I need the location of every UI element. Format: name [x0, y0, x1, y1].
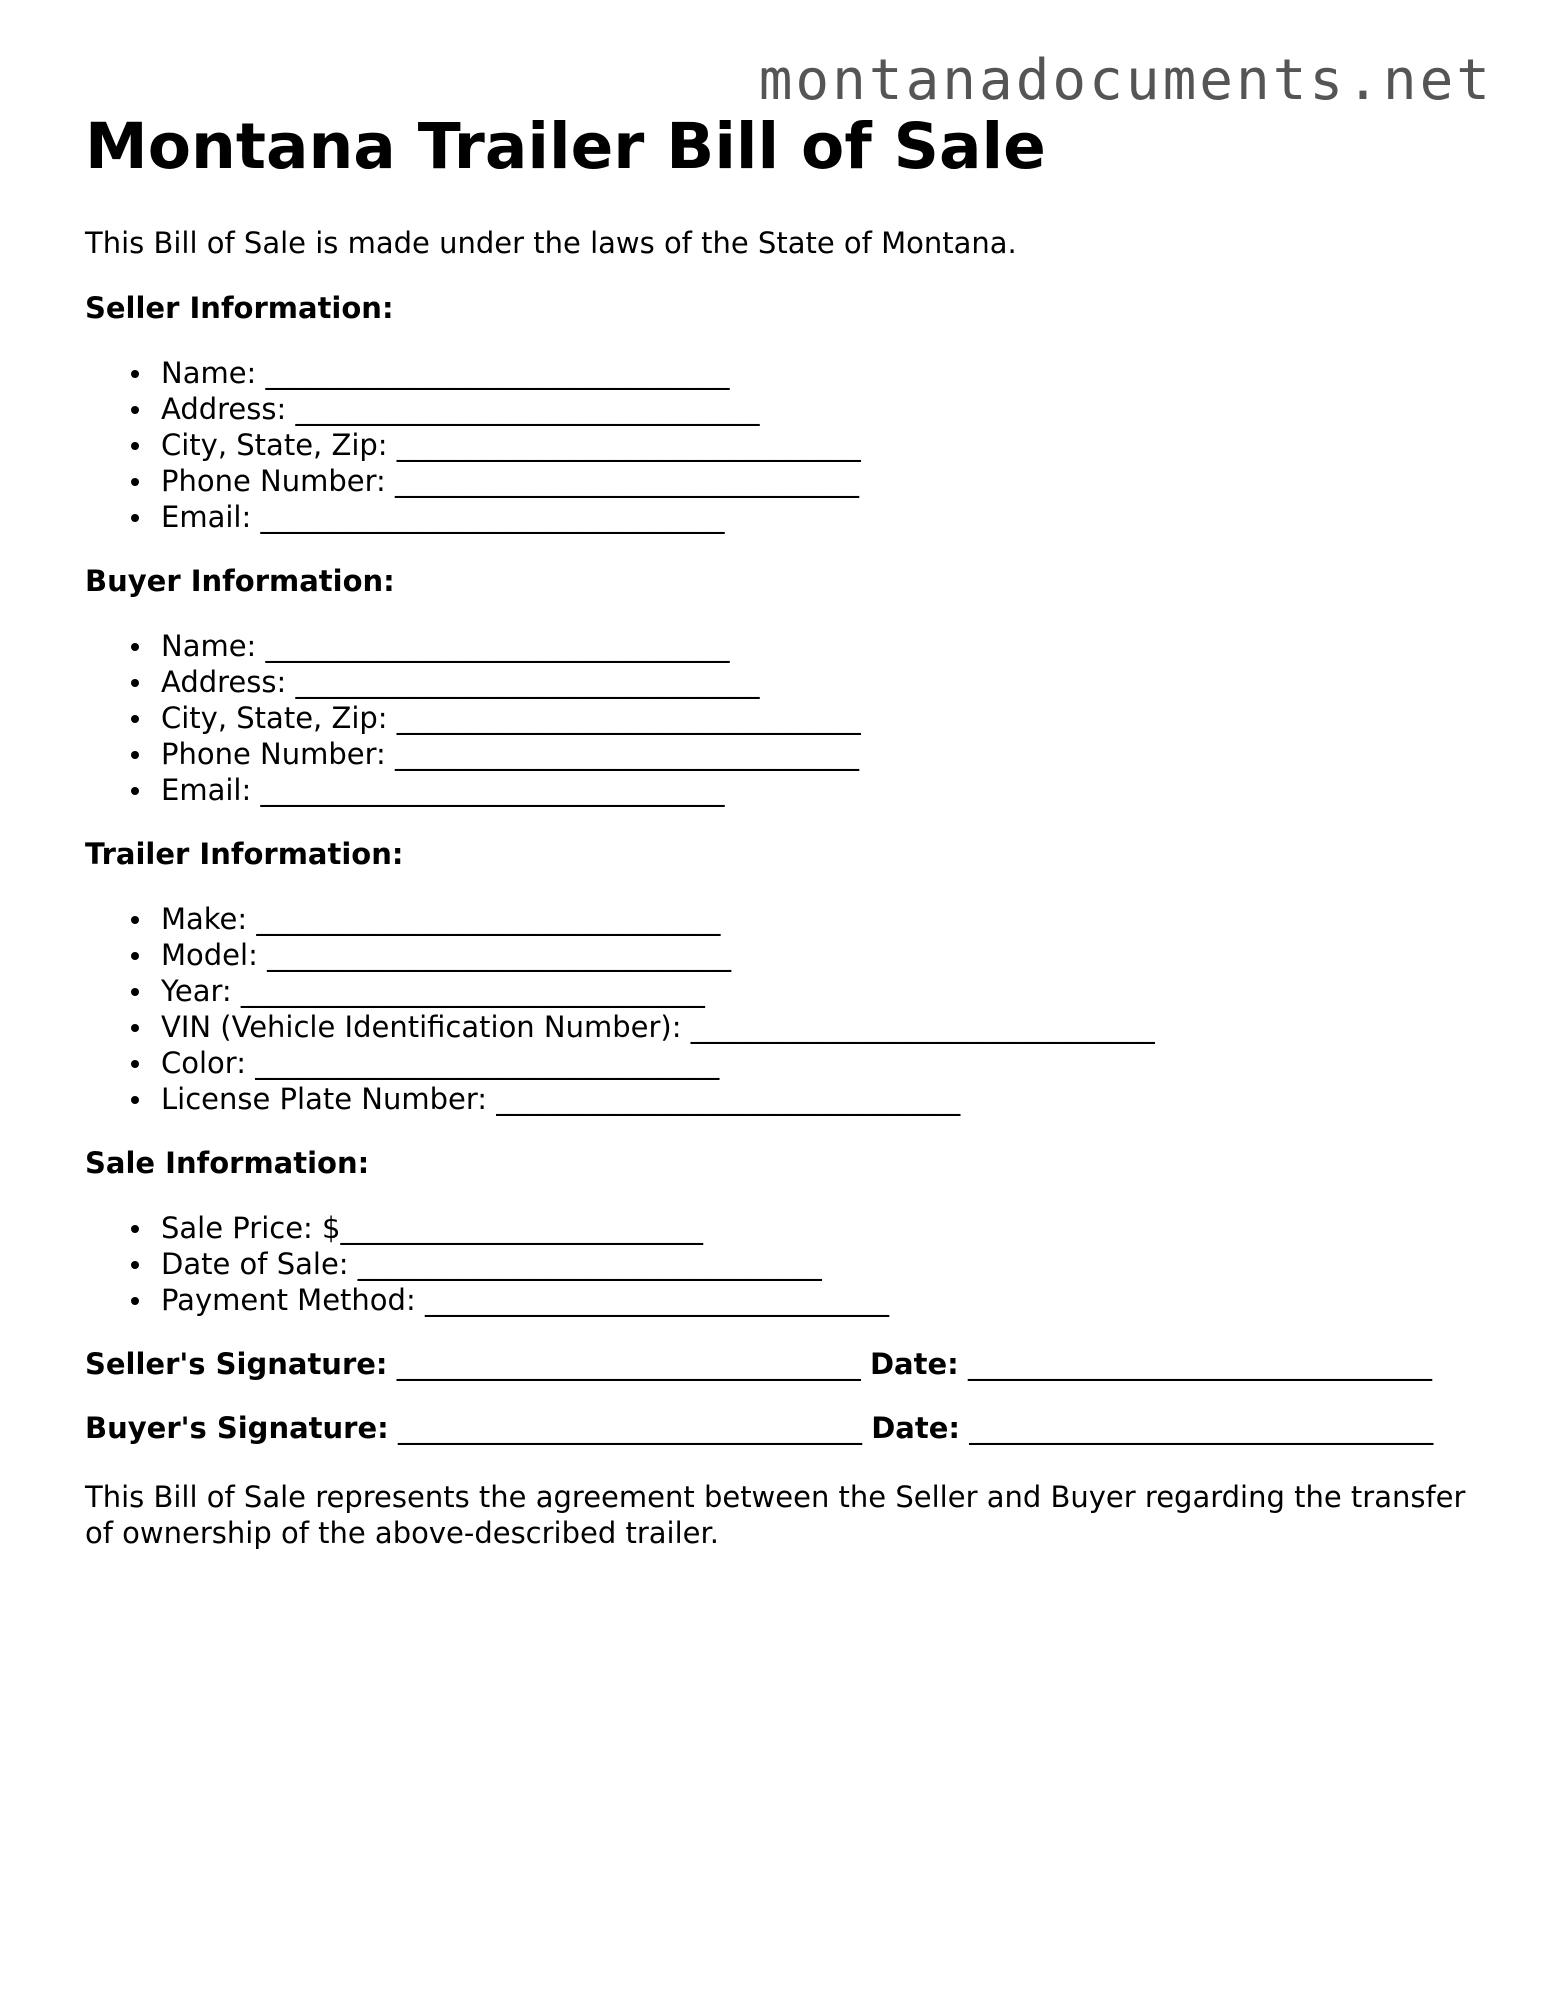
buyer-phone-field: Phone Number: ________________________________ [161, 736, 1475, 772]
watermark: montanadocuments.net [758, 48, 1493, 113]
trailer-year-field: Year: ________________________________ [161, 973, 1475, 1009]
seller-phone-blank[interactable]: ________________________________ [395, 464, 860, 498]
trailer-fields [85, 901, 1475, 1117]
buyer-email-field: Email: ________________________________ [161, 772, 1475, 808]
seller-name-field: Name: ________________________________ [161, 355, 1475, 391]
buyer-city-field: City, State, Zip: ________________________________ [161, 700, 1475, 736]
intro-text: This Bill of Sale is made under the laws of the State of Montana. [85, 226, 1017, 260]
trailer-heading: Trailer Information: [85, 837, 404, 871]
trailer-year-blank[interactable]: ________________________________ [240, 974, 705, 1008]
seller-signature-blank[interactable]: ________________________________ [396, 1347, 861, 1381]
buyer-city-blank[interactable]: ________________________________ [396, 701, 861, 735]
sale-date-field: Date of Sale: ________________________________ [161, 1246, 1475, 1282]
buyer-address-field: Address: ________________________________ [161, 664, 1475, 700]
buyer-signature-label: Buyer's Signature: [85, 1411, 389, 1445]
seller-email-field: Email: ________________________________ [161, 499, 1475, 535]
seller-heading: Seller Information: [85, 291, 394, 325]
seller-phone-field: Phone Number: ________________________________ [161, 463, 1475, 499]
seller-city-blank[interactable]: ________________________________ [396, 428, 861, 462]
sale-fields [85, 1210, 1475, 1318]
seller-fields [85, 355, 1475, 535]
sale-heading: Sale Information: [85, 1146, 370, 1180]
seller-city-field: City, State, Zip: ________________________________ [161, 427, 1475, 463]
trailer-make-field: Make: ________________________________ [161, 901, 1475, 937]
trailer-color-field: Color: ________________________________ [161, 1045, 1475, 1081]
buyer-name-field: Name: ________________________________ [161, 628, 1475, 664]
payment-method-field: Payment Method: ________________________________ [161, 1282, 1475, 1318]
seller-date-label: Date: [869, 1347, 959, 1381]
buyer-signature-line [85, 1410, 1475, 1446]
buyer-phone-blank[interactable]: ________________________________ [395, 737, 860, 771]
trailer-plate-field: License Plate Number: ________________________________ [161, 1081, 1475, 1117]
document-page [85, 108, 1475, 1551]
buyer-address-blank[interactable]: ________________________________ [295, 665, 760, 699]
buyer-email-blank[interactable]: ________________________________ [260, 773, 725, 807]
trailer-vin-field: VIN (Vehicle Identification Number): ________________________________ [161, 1009, 1475, 1045]
seller-email-blank[interactable]: ________________________________ [260, 500, 725, 534]
seller-signature-label: Seller's Signature: [85, 1347, 388, 1381]
buyer-date-blank[interactable]: ________________________________ [969, 1411, 1434, 1445]
trailer-color-blank[interactable]: ________________________________ [255, 1046, 720, 1080]
sale-price-blank[interactable]: _________________________ [340, 1211, 703, 1245]
seller-address-field: Address: ________________________________ [161, 391, 1475, 427]
trailer-model-field: Model: ________________________________ [161, 937, 1475, 973]
buyer-fields [85, 628, 1475, 808]
trailer-plate-blank[interactable]: ________________________________ [496, 1082, 961, 1116]
closing-text: This Bill of Sale represents the agreement between the Seller and Buyer regarding the transfer of ownership of the above-described trailer. [85, 1480, 1466, 1550]
trailer-vin-blank[interactable]: ________________________________ [690, 1010, 1155, 1044]
seller-address-blank[interactable]: ________________________________ [295, 392, 760, 426]
page-title: Montana Trailer Bill of Sale [85, 110, 1046, 183]
sale-price-field: Sale Price: $_________________________ [161, 1210, 1475, 1246]
payment-method-blank[interactable]: ________________________________ [424, 1283, 889, 1317]
trailer-model-blank[interactable]: ________________________________ [267, 938, 732, 972]
buyer-name-blank[interactable]: ________________________________ [265, 629, 730, 663]
sale-date-blank[interactable]: ________________________________ [357, 1247, 822, 1281]
buyer-signature-blank[interactable]: ________________________________ [397, 1411, 862, 1445]
seller-name-blank[interactable]: ________________________________ [265, 356, 730, 390]
seller-signature-line [85, 1346, 1475, 1382]
trailer-make-blank[interactable]: ________________________________ [256, 902, 721, 936]
buyer-date-label: Date: [871, 1411, 960, 1445]
seller-date-blank[interactable]: ________________________________ [967, 1347, 1432, 1381]
buyer-heading: Buyer Information: [85, 564, 395, 598]
